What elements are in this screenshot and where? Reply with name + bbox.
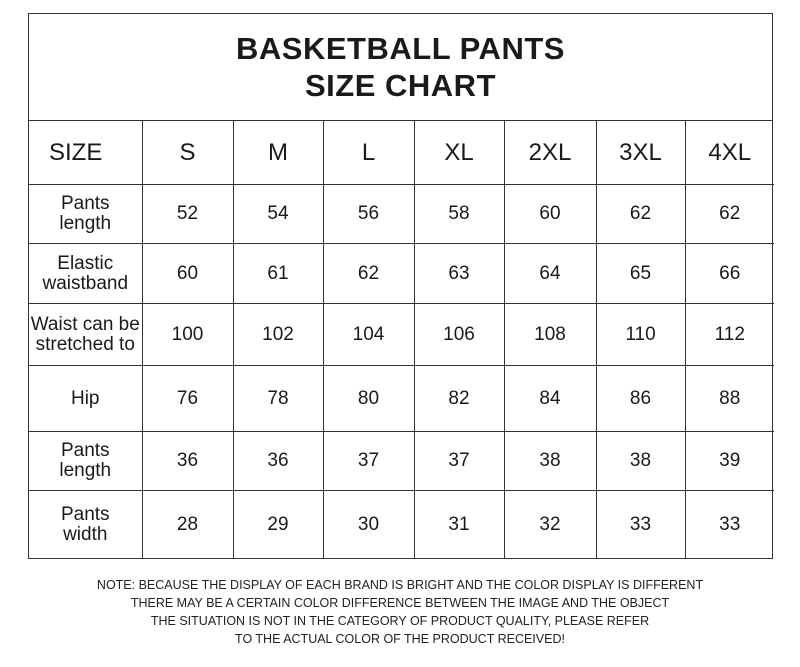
size-header-cell: XL <box>414 121 504 185</box>
table-cell: 65 <box>596 244 685 304</box>
table-cell: 32 <box>504 491 596 559</box>
size-table <box>29 121 774 558</box>
table-cell: 39 <box>685 432 774 491</box>
table-cell: 28 <box>142 491 233 559</box>
table-cell: 62 <box>685 185 774 244</box>
table-cell: 58 <box>414 185 504 244</box>
table-cell: 100 <box>142 304 233 366</box>
table-row <box>29 432 774 491</box>
table-cell: 30 <box>323 491 414 559</box>
table-cell: 76 <box>142 366 233 432</box>
chart-title: BASKETBALL PANTS <box>236 31 565 66</box>
table-cell: 38 <box>504 432 596 491</box>
table-cell: 84 <box>504 366 596 432</box>
row-label-line: Elastic <box>57 252 114 274</box>
table-cell: 60 <box>504 185 596 244</box>
size-header-cell: S <box>142 121 233 185</box>
size-header-cell: 4XL <box>685 121 774 185</box>
row-label-line: Pants <box>60 440 110 461</box>
note-line: TO THE ACTUAL COLOR OF THE PRODUCT RECEIVED! <box>235 632 565 646</box>
table-cell: 37 <box>414 432 504 491</box>
row-label-line: waistband <box>42 272 129 294</box>
table-cell: 82 <box>414 366 504 432</box>
table-cell: 33 <box>685 491 774 559</box>
table-cell: 110 <box>596 304 685 366</box>
table-cell: 62 <box>323 244 414 304</box>
table-cell: 88 <box>685 366 774 432</box>
table-cell: 31 <box>414 491 504 559</box>
row-label <box>29 185 142 244</box>
row-label-line: Hip <box>70 387 100 409</box>
table-cell: 80 <box>323 366 414 432</box>
table-cell: 64 <box>504 244 596 304</box>
table-cell: 56 <box>323 185 414 244</box>
table-cell: 63 <box>414 244 504 304</box>
row-label-line: length <box>59 460 112 481</box>
size-header-cell: 2XL <box>504 121 596 185</box>
row-label-line: Pants <box>60 503 110 525</box>
size-header-cell: L <box>323 121 414 185</box>
table-cell: 60 <box>142 244 233 304</box>
table-cell: 61 <box>233 244 323 304</box>
table-cell: 66 <box>685 244 774 304</box>
size-header-label: SIZE <box>49 138 103 166</box>
row-label-line: stretched to <box>35 333 135 355</box>
table-cell: 54 <box>233 185 323 244</box>
row-label <box>29 304 142 366</box>
table-row <box>29 491 774 559</box>
size-header-cell: 3XL <box>596 121 685 185</box>
table-row <box>29 366 774 432</box>
size-chart <box>28 13 773 559</box>
table-cell: 108 <box>504 304 596 366</box>
table-cell: 104 <box>323 304 414 366</box>
chart-subtitle: SIZE CHART <box>305 68 496 103</box>
table-cell: 29 <box>233 491 323 559</box>
table-cell: 62 <box>596 185 685 244</box>
table-row <box>29 304 774 366</box>
table-cell: 36 <box>233 432 323 491</box>
table-row <box>29 185 774 244</box>
note-line: THERE MAY BE A CERTAIN COLOR DIFFERENCE BETWEEN THE IMAGE AND THE OBJECT <box>130 596 670 610</box>
row-label <box>29 366 142 432</box>
size-header-cell: M <box>233 121 323 185</box>
row-label <box>29 244 142 304</box>
note-line: THE SITUATION IS NOT IN THE CATEGORY OF PRODUCT QUALITY, PLEASE REFER <box>150 614 650 628</box>
table-cell: 38 <box>596 432 685 491</box>
table-cell: 86 <box>596 366 685 432</box>
table-cell: 33 <box>596 491 685 559</box>
chart-title-box <box>29 14 772 121</box>
disclaimer-note <box>0 576 800 648</box>
table-cell: 52 <box>142 185 233 244</box>
row-label-line: length <box>59 213 112 234</box>
row-label <box>29 432 142 491</box>
table-cell: 37 <box>323 432 414 491</box>
note-line: NOTE: BECAUSE THE DISPLAY OF EACH BRAND IS BRIGHT AND THE COLOR DISPLAY IS DIFFERENT <box>96 578 704 592</box>
table-cell: 106 <box>414 304 504 366</box>
row-label-line: Pants <box>60 193 110 214</box>
size-header-row <box>29 121 774 185</box>
table-cell: 112 <box>685 304 774 366</box>
row-label-line: Waist can be <box>30 313 140 335</box>
row-label-line: width <box>63 523 108 545</box>
table-cell: 78 <box>233 366 323 432</box>
table-cell: 102 <box>233 304 323 366</box>
row-label <box>29 491 142 559</box>
table-row <box>29 244 774 304</box>
table-cell: 36 <box>142 432 233 491</box>
